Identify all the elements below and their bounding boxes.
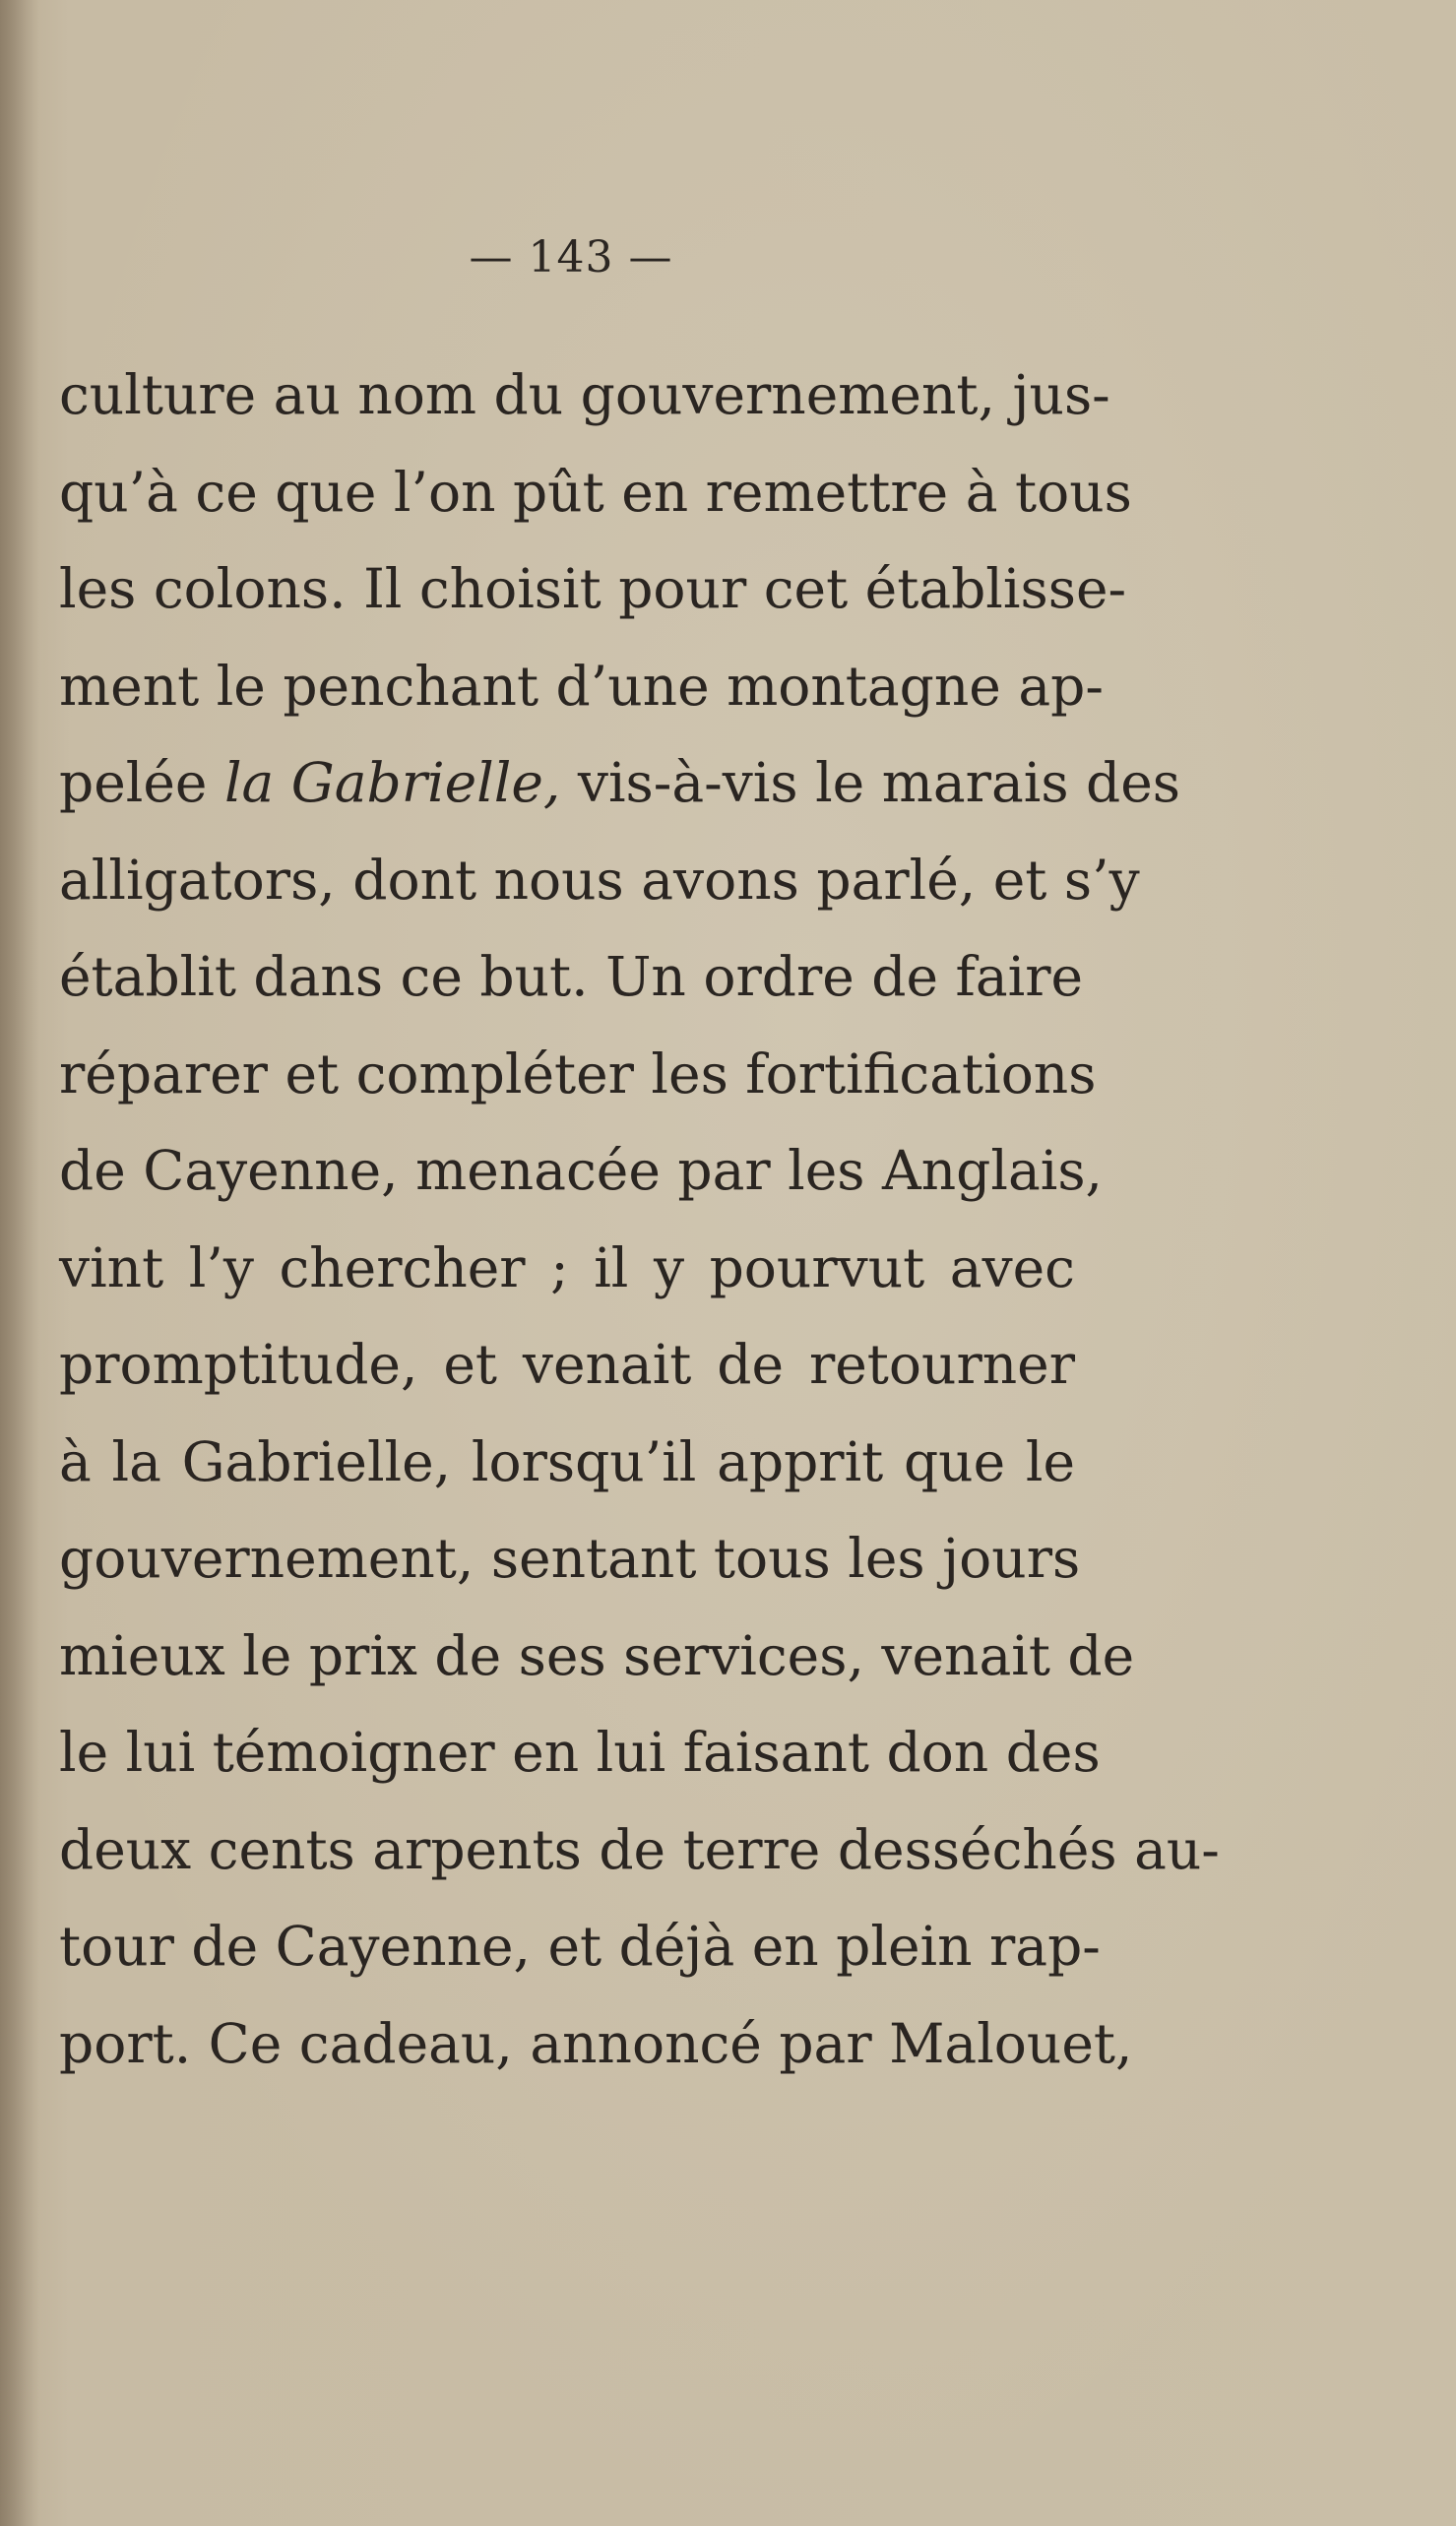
text-line: culture au nom du gouvernement, jus- <box>59 363 1110 426</box>
text-line: deux cents arpents de terre desséchés au- <box>59 1817 1220 1881</box>
text-line: les colons. Il choisit pour cet établisse- <box>59 557 1127 620</box>
text-run: vis-à-vis le marais des <box>560 751 1181 814</box>
text-line: port. Ce cadeau, annoncé par Malouet, <box>59 2011 1133 2075</box>
text-line: promptitude, et venait de retourner <box>59 1333 1075 1396</box>
body-text <box>59 347 1220 2092</box>
text-line: de Cayenne, menacée par les Anglais, <box>59 1139 1104 1202</box>
text-line <box>59 734 1181 832</box>
text-line: alligators, dont nous avons parlé, et s’y <box>59 848 1140 912</box>
text-line: mieux le prix de ses services, venait de <box>59 1623 1135 1687</box>
page-number: — 143 — <box>469 232 673 283</box>
text-line: réparer et compléter les fortifications <box>59 1042 1097 1105</box>
text-line: établit dans ce but. Un ordre de faire <box>59 945 1084 1008</box>
text-line: vint l’y chercher ; il y pourvut avec <box>59 1235 1075 1299</box>
spine-shadow <box>0 0 39 2526</box>
text-line: gouvernement, sentant tous les jours <box>59 1527 1081 1590</box>
text-line: ment le penchant d’une montagne ap- <box>59 654 1104 718</box>
italic-place-name: la Gabrielle, <box>223 751 561 814</box>
text-line: qu’à ce que l’on pût en remettre à tous <box>59 460 1132 524</box>
text-line: tour de Cayenne, et déjà en plein rap- <box>59 1915 1101 1978</box>
text-run: pelée <box>59 751 224 814</box>
text-line: à la Gabrielle, lorsqu’il apprit que le <box>59 1429 1075 1493</box>
text-line: le lui témoigner en lui faisant don des <box>59 1721 1101 1784</box>
